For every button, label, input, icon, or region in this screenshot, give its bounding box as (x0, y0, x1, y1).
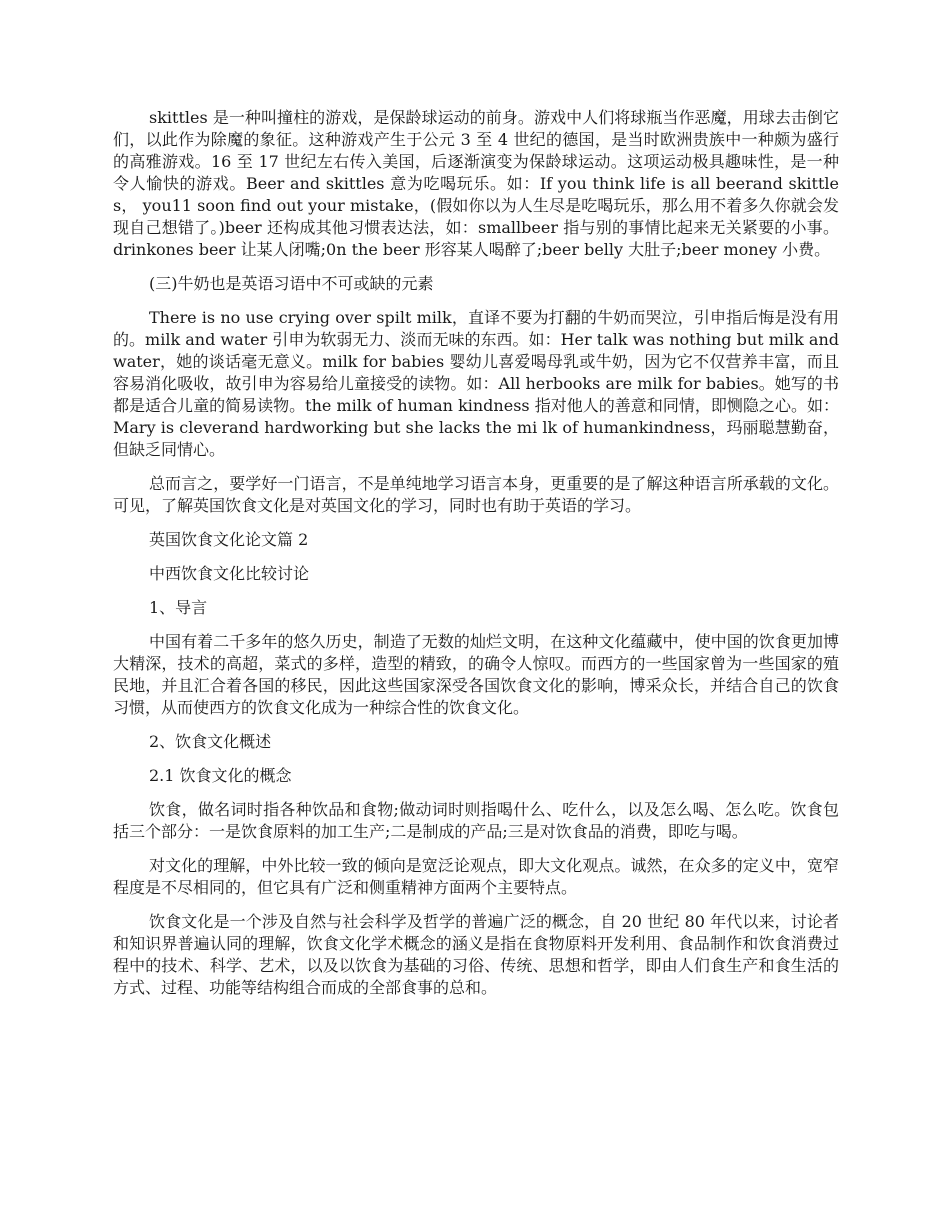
section-heading-milk: (三)牛奶也是英语习语中不可或缺的元素 (149, 274, 434, 293)
paragraph-food-culture-definition: 饮食文化是一个涉及自然与社会科学及哲学的普遍广泛的概念，自 20 世纪 80 年代以来，讨论者和知识界普遍认同的理解，饮食文化学术概念的涵义是指在食物原料开发利用、食品制作和饮食消费过程中的技术、科学、艺术，以及以饮食为基础的习俗、传统、思想和哲学，即由人们食生产和食生活的方式、过程、功能等结构组合而成的全部食事的总和。 (113, 912, 839, 997)
paragraph-diet-definition: 饮食，做名词时指各种饮品和食物;做动词时则指喝什么、吃什么，以及怎么喝、怎么吃。饮食包括三个部分：一是饮食原料的加工生产;二是制成的产品;三是对饮食品的消费，即吃与喝。 (113, 800, 839, 841)
article-title: 英国饮食文化论文篇 2 (149, 530, 309, 549)
section-heading-overview: 2、饮食文化概述 (149, 732, 272, 751)
paragraph-milk: There is no use crying over spilt milk，直译不要为打翻的牛奶而哭泣，引申指后悔是没有用的。milk and water 引申为软弱无力、淡而无味的东西。如：Her talk was nothing but milk andwater，她的谈话毫无意义。milk for babies 婴幼儿喜爱喝母乳或牛奶，因为它不仅营养丰富，而且容易消化吸收，故引申为容易给儿童接受的读物。如：All herbooks are milk for babies。她写的书都是适合儿童的简易读物。the milk of human kindness 指对他人的善意和同情，即恻隐之心。如：Mary is cleverand hardworking but she lacks the mi lk of humankindness，玛丽聪慧勤奋，但缺乏同情心。 (113, 308, 839, 459)
paragraph-intro: 中国有着二千多年的悠久历史，制造了无数的灿烂文明，在这种文化蕴藏中，使中国的饮食更加博大精深，技术的高超，菜式的多样，造型的精致，的确令人惊叹。而西方的一些国家曾为一些国家的殖民地，并且汇合着各国的移民，因此这些国家深受各国饮食文化的影响，博采众长，并结合自己的饮食习惯，从而使西方的饮食文化成为一种综合性的饮食文化。 (113, 632, 839, 717)
section-heading-concept: 2.1 饮食文化的概念 (149, 766, 292, 785)
article-subtitle: 中西饮食文化比较讨论 (149, 564, 310, 583)
paragraph-skittles: skittles 是一种叫撞柱的游戏，是保龄球运动的前身。游戏中人们将球瓶当作恶魔，用球去击倒它们，以此作为除魔的象征。这种游戏产生于公元 3 至 4 世纪的德国，是当时欧洲贵族中一种颇为盛行的高雅游戏。16 至 17 世纪左右传入美国，后逐渐演变为保龄球运动。这项运动极具趣味性，是一种令人愉快的游戏。Beer and skittles 意为吃喝玩乐。如：If you think life is all beerand skittles， you11 soon find out your mistake，(假如你以为人生尽是吃喝玩乐，那么用不着多久你就会发现自己想错了。)beer 还构成其他习惯表达法，如：smallbeer 指与别的事情比起来无关紧要的小事。drinkones beer 让某人闭嘴;0n the beer 形容某人喝醉了;beer belly 大肚子;beer money 小费。 (113, 108, 839, 259)
paragraph-culture-understanding: 对文化的理解，中外比较一致的倾向是宽泛论观点，即大文化观点。诚然，在众多的定义中，宽窄程度是不尽相同的，但它具有广泛和侧重精神方面两个主要特点。 (113, 856, 839, 897)
document-body (113, 107, 839, 1011)
paragraph-conclusion: 总而言之，要学好一门语言，不是单纯地学习语言本身，更重要的是了解这种语言所承载的文化。可见，了解英国饮食文化是对英国文化的学习，同时也有助于英语的学习。 (113, 474, 839, 515)
section-heading-intro: 1、导言 (149, 598, 208, 617)
